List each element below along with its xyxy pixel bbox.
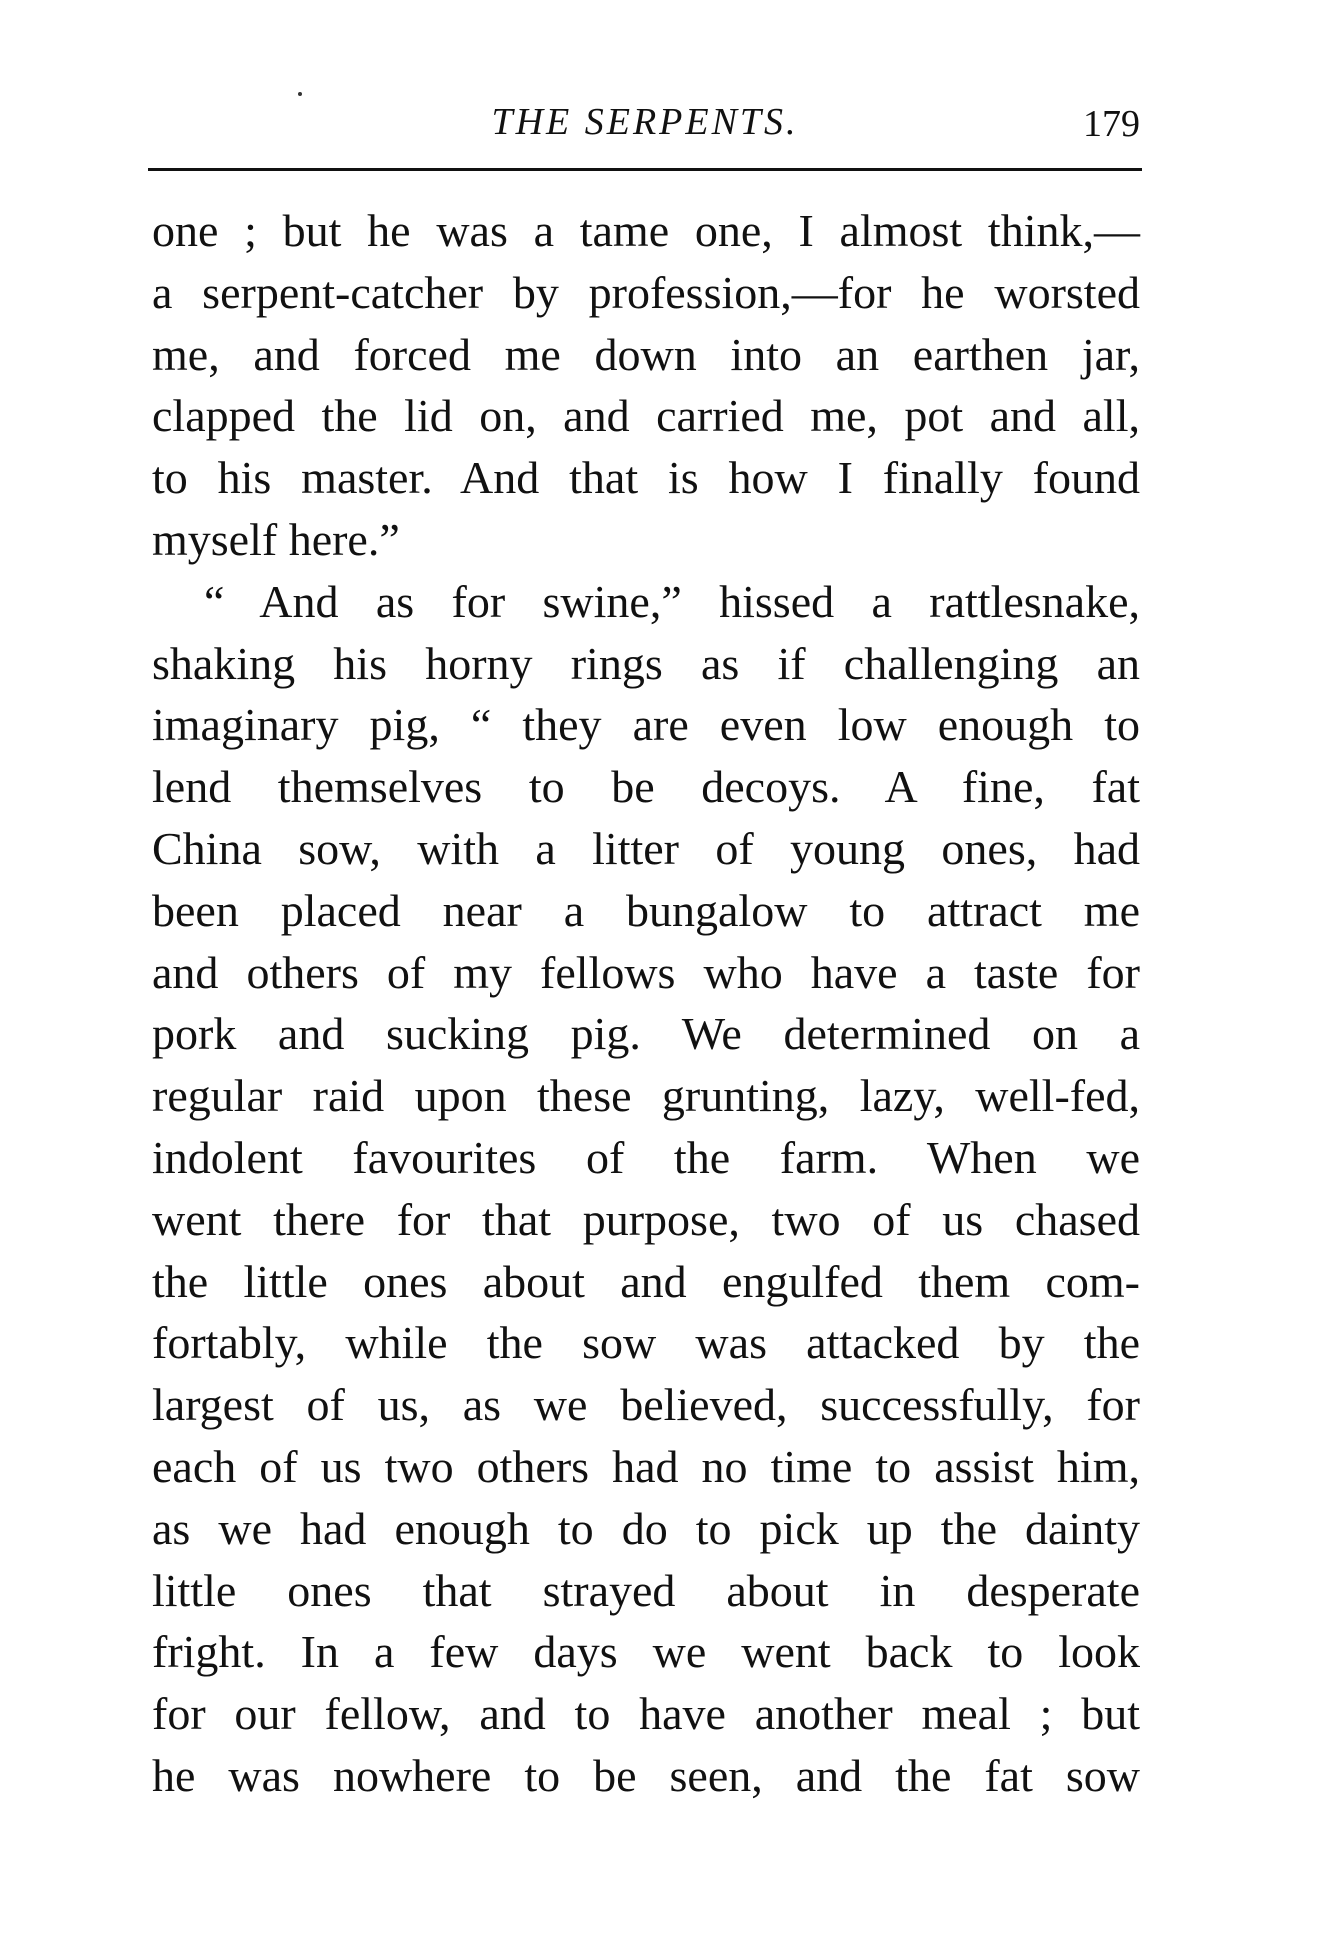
text-line: for our fellow, and to have another meal ; but [152, 1688, 1140, 1740]
body-text [152, 200, 1140, 1807]
text-line: each of us two others had no time to assist him, [152, 1440, 1140, 1492]
text-line: indolent favourites of the farm. When we [152, 1131, 1140, 1183]
text-line: largest of us, as we believed, successfully, for [152, 1379, 1140, 1431]
page-header [150, 100, 1140, 160]
text-line: regular raid upon these grunting, lazy, well-fed, [152, 1070, 1140, 1122]
text-line: fright. In a few days we went back to look [152, 1626, 1140, 1678]
text-line: imaginary pig, “ they are even low enough to [152, 699, 1140, 751]
page-number: 179 [1083, 103, 1140, 145]
text-line: went there for that purpose, two of us chased [152, 1193, 1140, 1245]
header-rule [148, 168, 1142, 171]
text-line: and others of my fellows who have a taste for [152, 946, 1140, 998]
text-line: shaking his horny rings as if challenging an [152, 637, 1140, 689]
text-line: little ones that strayed about in desperate [152, 1564, 1140, 1616]
print-speck [298, 92, 302, 96]
text-line: been placed near a bungalow to attract me [152, 884, 1140, 936]
text-line: China sow, with a litter of young ones, had [152, 822, 1140, 874]
text-line: clapped the lid on, and carried me, pot and all, [152, 390, 1140, 442]
running-title: THE SERPENTS. [491, 101, 799, 143]
text-line: he was nowhere to be seen, and the fat sow [152, 1749, 1140, 1801]
text-line: fortably, while the sow was attacked by the [152, 1317, 1140, 1369]
text-line: a serpent-catcher by profession,—for he worsted [152, 266, 1140, 318]
text-line: pork and sucking pig. We determined on a [152, 1008, 1140, 1060]
text-line: “ And as for swine,” hissed a rattlesnake, [204, 575, 1140, 627]
text-line: the little ones about and engulfed them com- [152, 1255, 1140, 1307]
text-line: to his master. And that is how I finally found [152, 452, 1140, 504]
text-line: lend themselves to be decoys. A fine, fat [152, 761, 1140, 813]
text-line: me, and forced me down into an earthen jar, [152, 328, 1140, 380]
text-line: as we had enough to do to pick up the dainty [152, 1502, 1140, 1554]
text-line: one ; but he was a tame one, I almost think,— [152, 205, 1140, 256]
text-line: myself here.” [152, 513, 400, 565]
